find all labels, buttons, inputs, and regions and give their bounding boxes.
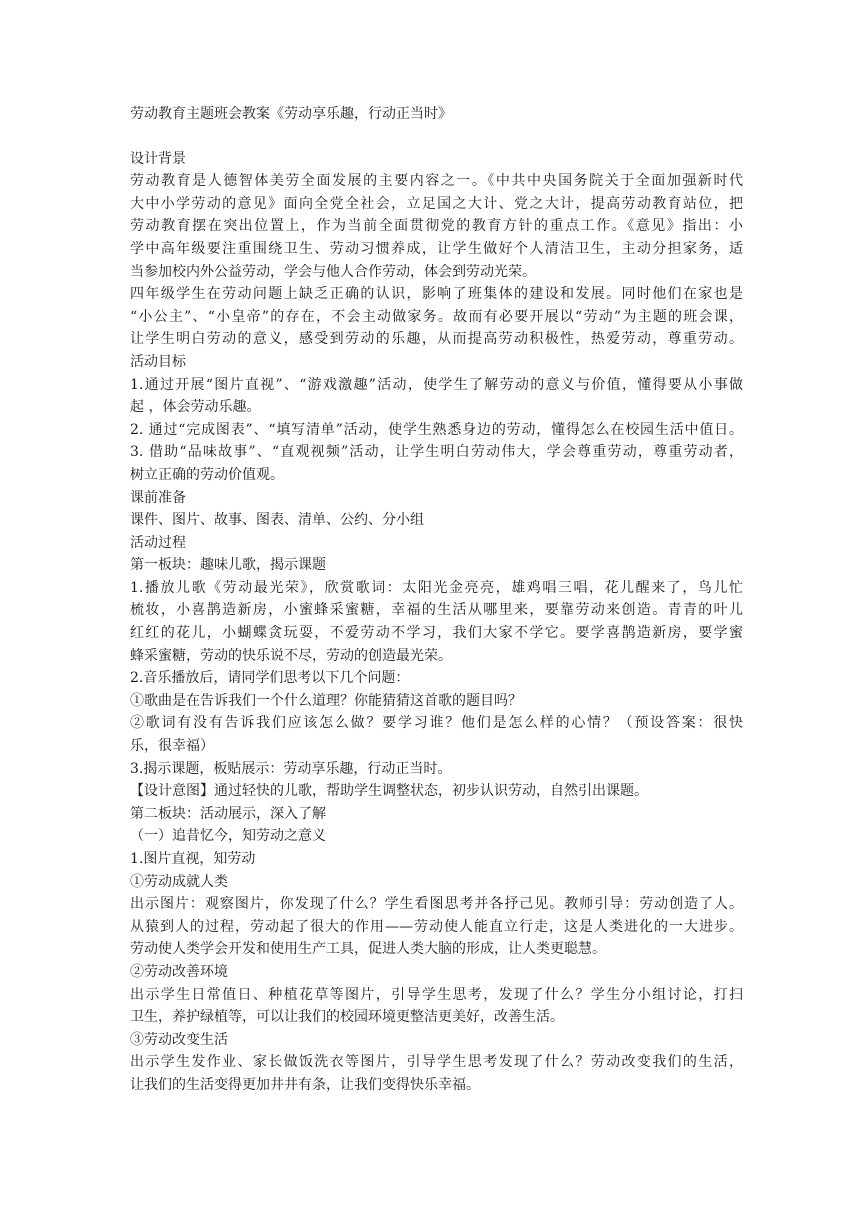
text-line: 梳妆，小喜鹊造新房，小蜜蜂采蜜糖，幸福的生活从哪里来，要靠劳动来创造。青青的叶儿	[130, 602, 743, 619]
text-line: 卫生，养护绿植等，可以让我们的校园环境更整洁更美好，改善生活。	[130, 1009, 564, 1026]
text-line: 3.揭示课题，板贴展示：劳动享乐趣，行动正当时。	[130, 760, 452, 777]
text-line: “小公主”、“小皇帝”的存在，不会主动做家务。故而有必要开展以“劳动”为主题的班会课，	[130, 308, 743, 325]
text-line: ②劳动改善环境	[130, 963, 228, 980]
text-line: 1.图片直视，知劳动	[130, 851, 256, 867]
text-line: 活动过程	[130, 534, 186, 551]
text-line: 劳动教育是人德智体美劳全面发展的主要内容之一。《中共中央国务院关于全面加强新时代	[130, 173, 743, 190]
text-line: 出示学生发作业、家长做饭洗衣等图片，引导学生思考发现了什么？劳动改变我们的生活，	[130, 1054, 743, 1071]
text-line: 出示图片：观察图片，你发现了什么？学生看图思考并各抒己见。教师引导：劳动创造了人。	[130, 896, 743, 913]
text-line: 2. 通过“完成图表”、“填写清单”活动，使学生熟悉身边的劳动，懂得怎么在校园生活中值日。	[130, 421, 743, 438]
text-line: 第一板块：趣味儿歌，揭示课题	[130, 557, 326, 574]
text-line: ①歌曲是在告诉我们一个什么道理？你能猜猜这首歌的题目吗？	[130, 692, 522, 709]
text-line: 蜂采蜜糖，劳动的快乐说不尽，劳动的创造最光荣。	[130, 647, 452, 664]
text-line: ②歌词有没有告诉我们应该怎么做？要学习谁？他们是怎么样的心情？（预设答案：很快	[130, 715, 743, 732]
text-line: 树立正确的劳动价值观。	[130, 466, 284, 483]
text-line: ①劳动成就人类	[130, 873, 228, 890]
document-body	[130, 148, 743, 1097]
text-line: 当参加校内外公益劳动，学会与他人合作劳动，体会到劳动光荣。	[130, 263, 536, 280]
text-line: 让学生明白劳动的意义，感受到劳动的乐趣，从而提高劳动积极性，热爱劳动，尊重劳动。	[130, 331, 743, 348]
text-line: 课件、图片、故事、图表、清单、公约、分小组	[130, 512, 424, 529]
text-line: 起 ，体会劳动乐趣。	[130, 399, 261, 416]
text-line: 3. 借助“品味故事”、“直观视频”活动，让学生明白劳动伟大，学会尊重劳动，尊重劳动者，	[130, 444, 743, 461]
text-line: 出示学生日常值日、种植花草等图片，引导学生思考，发现了什么？学生分小组讨论，打扫	[130, 986, 743, 1003]
text-line: 乐，很幸福）	[130, 738, 214, 755]
text-line: 活动目标	[130, 353, 186, 370]
text-line: 红红的花儿，小蝴蝶贪玩耍，不爱劳动不学习，我们大家不学它。要学喜鹊造新房，要学蜜	[130, 625, 743, 642]
text-line: 1.通过开展“图片直视”、“游戏激趣”活动，使学生了解劳动的意义与价值，懂得要从小事做	[130, 376, 743, 393]
text-line: 大中小学劳动的意见》面向全党全社会，立足国之大计、党之大计，提高劳动教育站位，把	[130, 195, 743, 212]
text-line: 【设计意图】通过轻快的儿歌，帮助学生调整状态，初步认识劳动，自然引出课题。	[130, 783, 648, 800]
text-line: 从猿到人的过程，劳动起了很大的作用——劳动使人能直立行走，这是人类进化的一大进步。	[130, 918, 743, 935]
text-line: 1.播放儿歌《劳动最光荣》，欣赏歌词：太阳光金亮亮，雄鸡唱三唱，花儿醒来了，鸟儿忙	[130, 579, 743, 596]
text-line: 劳动教育摆在突出位置上，作为当前全面贯彻党的教育方针的重点工作。《意见》指出：小	[130, 218, 743, 235]
document-title: 劳动教育主题班会教案《劳动享乐趣，行动正当时》	[130, 106, 452, 122]
text-line: 学中高年级要注重围绕卫生、劳动习惯养成，让学生做好个人清洁卫生，主动分担家务，适	[130, 240, 743, 257]
text-line: ③劳动改变生活	[130, 1031, 228, 1048]
text-line: （一）追昔忆今，知劳动之意义	[130, 828, 326, 845]
text-line: 课前准备	[130, 489, 186, 506]
text-line: 2.音乐播放后，请同学们思考以下几个问题：	[130, 670, 410, 687]
text-line: 设计背景	[130, 150, 186, 167]
text-line: 劳动使人类学会开发和使用生产工具，促进人类大脑的形成，让人类更聪慧。	[130, 941, 606, 958]
text-line: 让我们的生活变得更加井井有条，让我们变得快乐幸福。	[130, 1076, 480, 1093]
text-line: 四年级学生在劳动问题上缺乏正确的认识，影响了班集体的建设和发展。同时他们在家也是	[130, 286, 743, 303]
text-line: 第二板块：活动展示，深入了解	[130, 805, 326, 822]
